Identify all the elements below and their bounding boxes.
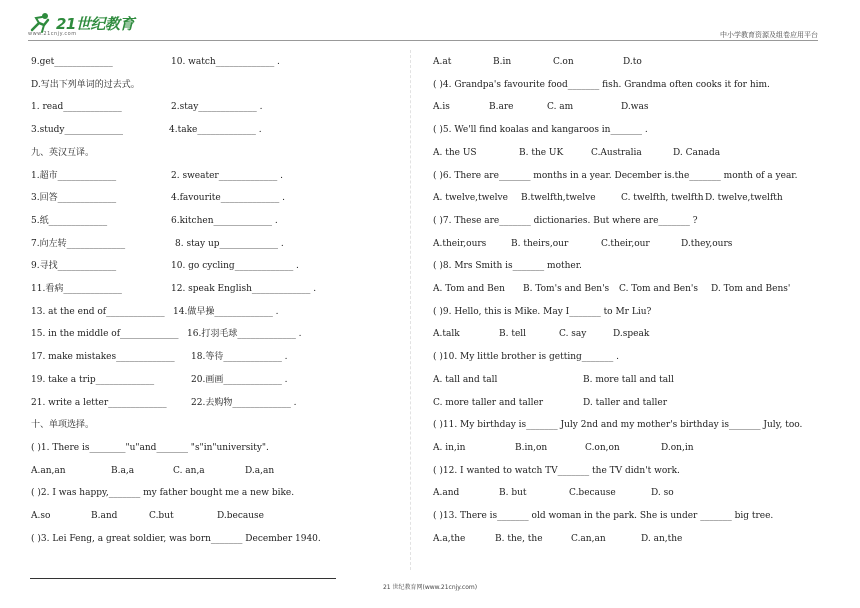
- right-text: ( )7. These are_______ dictionaries. But where are_______ ?: [433, 215, 698, 226]
- right-text: B. but: [499, 488, 527, 499]
- right-text: A.their,ours: [433, 238, 487, 249]
- right-text: D.speak: [613, 329, 650, 340]
- left-text: 13. at the end of_____________: [31, 306, 165, 317]
- left-text: ( )3. Lei Feng, a great soldier, was born_______ December 1940.: [31, 533, 321, 544]
- left-text: 1. read_____________: [31, 102, 122, 113]
- right-text: D.they,ours: [681, 238, 733, 249]
- left-text: 12. speak English_____________ .: [171, 284, 317, 294]
- right-text: ( )11. My birthday is_______ July 2nd and my mother's birthday is_______ July, too.: [433, 420, 803, 431]
- left-text: D.a,an: [245, 465, 275, 476]
- left-text: 6.kitchen_____________ .: [171, 215, 278, 226]
- right-text: A.at: [433, 57, 452, 67]
- logo-text: 21世纪教育: [56, 14, 134, 33]
- left-text: 20.画画_____________ .: [191, 374, 288, 385]
- logo-url: www.21cnjy.com: [28, 31, 77, 37]
- right-text: A.is: [433, 102, 450, 113]
- right-text: A.and: [433, 488, 460, 499]
- header-divider: [28, 40, 818, 41]
- page-header: [0, 0, 860, 46]
- right-text: C.on: [553, 57, 574, 67]
- left-text: 1.超市_____________: [31, 170, 117, 181]
- left-text: 15. in the middle of_____________: [31, 329, 179, 340]
- right-text: B.twelfth,twelve: [521, 193, 596, 204]
- right-text: A. tall and tall: [433, 374, 498, 385]
- column-divider: [410, 50, 411, 570]
- left-text: ( )2. I was happy,_______ my father bought me a new bike.: [31, 488, 295, 499]
- right-text: B. more tall and tall: [583, 374, 674, 385]
- site-tagline: 中小学教育资源及组卷应用平台: [720, 31, 818, 39]
- footer-divider: [30, 578, 336, 579]
- right-text: B. theirs,our: [511, 238, 569, 249]
- right-text: B. Tom's and Ben's: [523, 284, 610, 294]
- right-text: B. the UK: [519, 147, 564, 158]
- left-text: A.so: [31, 511, 51, 521]
- right-text: D. Canada: [673, 147, 721, 158]
- right-text: B.in: [493, 57, 512, 67]
- left-text: 7.向左转_____________: [31, 238, 126, 249]
- left-text: 18.等待_____________ .: [191, 352, 288, 363]
- left-text: 9.get_____________: [31, 57, 113, 67]
- right-text: C. say: [559, 329, 587, 340]
- page-footer: 21 世纪教育网(www.21cnjy.com): [382, 584, 478, 591]
- left-text: 3.回答_____________: [31, 193, 117, 204]
- right-text: ( )10. My little brother is getting_______ .: [433, 352, 619, 363]
- left-text: 10. go cycling_____________ .: [171, 261, 299, 272]
- right-text: C.an,an: [571, 533, 606, 544]
- right-text: B. tell: [499, 329, 527, 340]
- left-text: 22.去购物_____________ .: [191, 397, 297, 408]
- left-text: ( )1. There is________"u"and_______ "s"in"university".: [31, 442, 269, 453]
- right-text: ( )6. There are_______ months in a year. December is.the_______ month of a year.: [433, 170, 798, 181]
- left-text: 8. stay up_____________ .: [175, 238, 284, 249]
- left-text: 16.打羽毛球_____________ .: [187, 329, 302, 340]
- right-text: C.because: [569, 488, 616, 499]
- right-text: C. more taller and taller: [433, 397, 544, 408]
- right-text: D.was: [621, 102, 649, 113]
- right-text: ( )4. Grandpa's favourite food_______ fish. Grandma often cooks it for him.: [433, 79, 770, 90]
- right-text: D. an,the: [641, 533, 683, 544]
- left-text: 11.看病_____________: [31, 284, 122, 294]
- left-text: B.a,a: [111, 465, 135, 476]
- left-text: 14.做早操_____________ .: [173, 306, 279, 317]
- right-text: ( )13. There is_______ old woman in the park. She is under _______ big tree.: [433, 511, 774, 521]
- left-text: 2.stay_____________ .: [171, 102, 263, 113]
- right-text: A.talk: [433, 329, 460, 340]
- left-text: A.an,an: [31, 465, 66, 476]
- left-text: 21. write a letter_____________: [31, 397, 167, 408]
- right-text: D.to: [623, 57, 642, 67]
- left-text: 十、单项选择。: [31, 420, 95, 431]
- right-text: D. so: [651, 488, 674, 499]
- right-text: A.a,the: [433, 533, 466, 544]
- left-text: 2. sweater_____________ .: [171, 170, 283, 181]
- left-text: C.but: [149, 511, 174, 521]
- right-text: D. twelve,twelfth: [705, 193, 783, 204]
- right-text: A. the US: [433, 147, 477, 158]
- left-text: 4.take_____________ .: [169, 125, 262, 136]
- left-text: D.写出下列单词的过去式。: [31, 79, 140, 90]
- left-text: 17. make mistakes_____________: [31, 352, 175, 363]
- left-text: C. an,a: [173, 465, 205, 476]
- right-text: A. twelve,twelve: [433, 193, 508, 204]
- left-text: 5.纸_____________: [31, 215, 108, 226]
- right-text: C. Tom and Ben's: [619, 284, 699, 294]
- right-text: C. twelfth, twelfth: [621, 193, 704, 204]
- right-text: ( )9. Hello, this is Mike. May I_______ to Mr Liu?: [433, 306, 652, 317]
- right-text: C.on,on: [585, 442, 620, 453]
- right-text: ( )8. Mrs Smith is_______ mother.: [433, 261, 582, 272]
- left-text: 3.study_____________: [31, 125, 123, 136]
- right-text: C.their,our: [601, 238, 650, 249]
- right-text: B.are: [489, 102, 514, 113]
- left-text: 9.寻找_____________: [31, 261, 117, 272]
- left-text: B.and: [91, 511, 118, 521]
- right-text: D. taller and taller: [583, 397, 667, 408]
- left-text: 19. take a trip_____________: [31, 374, 155, 385]
- left-text: 10. watch_____________ .: [171, 57, 280, 67]
- left-text: 九、英汉互译。: [31, 147, 95, 158]
- right-text: B.in,on: [515, 442, 548, 453]
- right-text: A. Tom and Ben: [433, 284, 505, 294]
- right-text: D.on,in: [661, 442, 694, 453]
- right-text: C. am: [547, 102, 574, 113]
- right-text: ( )12. I wanted to watch TV_______ the TV didn't work.: [433, 465, 680, 476]
- right-text: A. in,in: [433, 442, 466, 453]
- right-text: C.Australia: [591, 147, 642, 158]
- left-text: D.because: [217, 511, 264, 521]
- right-text: B. the, the: [495, 533, 543, 544]
- right-text: D. Tom and Bens': [711, 284, 791, 294]
- left-text: 4.favourite_____________ .: [171, 193, 285, 204]
- right-text: ( )5. We'll find koalas and kangaroos in_______ .: [433, 125, 648, 136]
